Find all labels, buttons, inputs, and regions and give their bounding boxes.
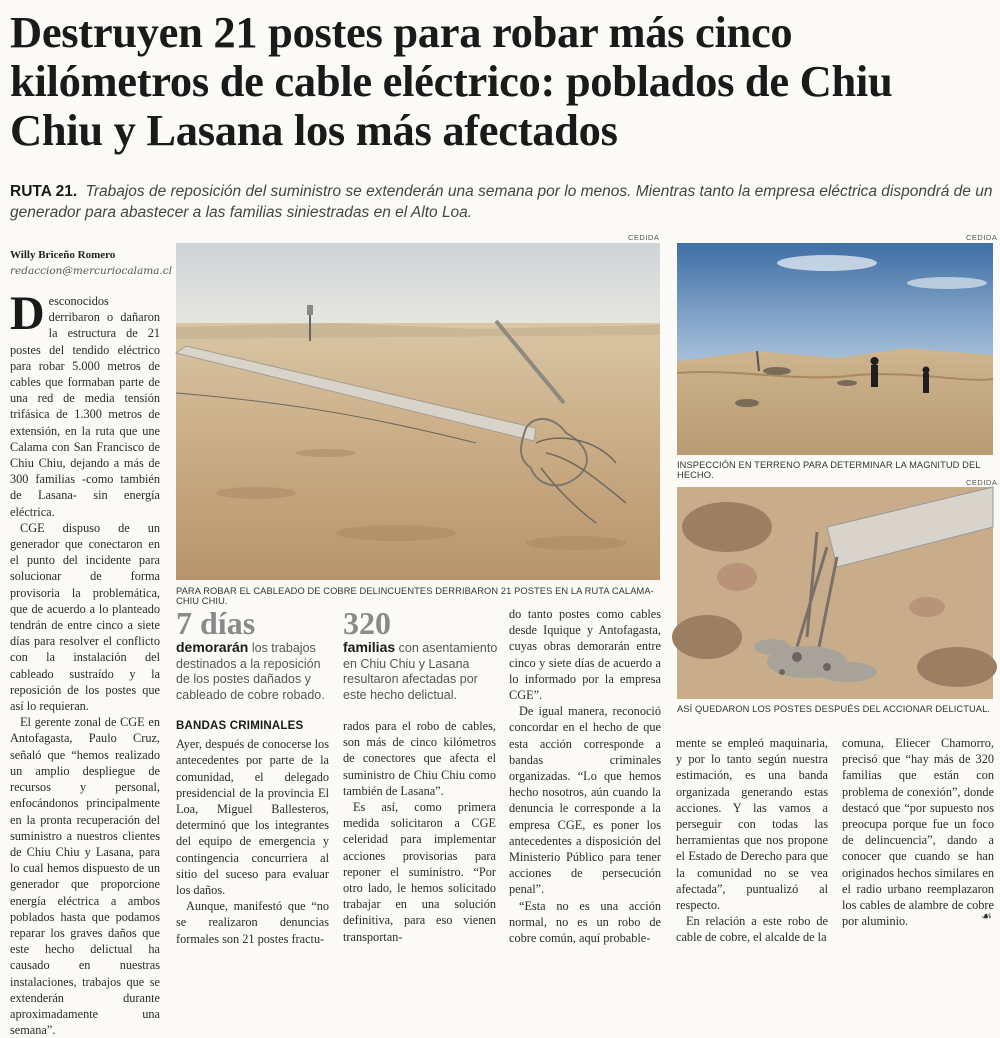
byline-author: Willy Briceño Romero bbox=[10, 249, 116, 261]
photo-credit-top-right: CEDIDA bbox=[966, 233, 998, 242]
photo-caption-main: PARA ROBAR EL CABLEADO DE COBRE DELINCUENTES DERRIBARON 21 POSTES EN LA RUTA CALAMA-CHIU CHIU. bbox=[176, 586, 654, 606]
body-paragraph: En relación a este robo de cable de cobre, el alcalde de la bbox=[676, 914, 828, 945]
body-paragraph: “Esta no es una acción normal, no es un robo de cobre común, aquí probable- bbox=[509, 898, 661, 946]
body-paragraph: Desconocidos derribaron o dañaron la estructura de 21 postes del tendido eléctrico para robar 5.000 metros de cables que formaban parte de una red de media tensión trifásica de 1.300 metros de extensión, en la ruta que une Calama con San Francisco de Chiu Chiu, dejando a más de 300 familias -como también de Lasana- sin energía eléctrica. bbox=[10, 287, 160, 519]
stat-lead-families: familias bbox=[343, 639, 396, 655]
body-paragraph: mente se empleó maquinaria, y por lo tanto según nuestra estimación, es una banda organizada generando estas acciones. Y las vamos a perseguir con todas las herramientas que nos propone el Estado de Derecho para que la comunidad no se vea afectada”, puntualizó al respecto. bbox=[676, 736, 828, 913]
end-of-article-mark: ☙ bbox=[981, 909, 992, 923]
stat-lead-days: demorarán bbox=[176, 639, 249, 655]
stat-number-families: 320 bbox=[343, 605, 391, 641]
body-paragraph: comuna, Eliecer Chamorro, precisó que “hay más de 320 familias que están con problema de conexión”, donde destacó que “por supuesto nos preocupa porque fue un foco de delincuencia”, dando a conocer que cuando se han originados hechos similares en el radio urbano reemplazaron los cables de alambre de cobre por aluminio. bbox=[842, 736, 994, 929]
body-paragraph: De igual manera, reconoció concordar en el hecho de que esta acción corresponde a bandas criminales organizadas. “Lo que hemos hecho nosotros, aún cuando la denuncia le corresponde a la empresa CGE, es poner los antecedentes a disposición del Ministerio Público para tener acciones de persecución penal”. bbox=[509, 704, 661, 897]
stat-text-days: los trabajos destinados a la reposición de los postes dañados y cableado de cobre robado. bbox=[176, 641, 325, 702]
stat-box-families bbox=[343, 606, 498, 703]
main-photo-fallen-pole bbox=[176, 243, 660, 580]
body-column-5 bbox=[676, 735, 828, 946]
subhead-criminal-gangs: BANDAS CRIMINALES bbox=[176, 720, 304, 732]
stat-text-families: con asentamiento en Chiu Chiu y Lasana resultaron afectadas por este hecho delictual. bbox=[343, 641, 498, 702]
bottom-right-photo-image bbox=[677, 487, 993, 699]
body-paragraph: Aunque, manifestó que “no se realizaron denuncias formales son 21 postes fractu- bbox=[176, 899, 329, 946]
body-paragraph: rados para el robo de cables, son más de cinco kilómetros de conectores que afecta el suministro de Chiu Chiu como también de Lasana”. bbox=[343, 719, 496, 798]
body-paragraph: El gerente zonal de CGE en Antofagasta, Paulo Cruz, señaló que “hemos realizado un amplio despliegue de recursos y personal, enfocándonos principalmente en la pronta recuperación del suministro a nuestros clientes de Chiu Chiu y Lasana, para lo cual hemos dispuesto de un generador que proporcione energía eléctrica a ambos poblados hasta que podamos reparar los graves daños que este hecho delictual ha causado en nuestras instalaciones, trabajos que se extenderán durante aproximadamente una semana”. bbox=[10, 715, 160, 1038]
top-right-photo-image bbox=[677, 243, 993, 455]
body-paragraph: Ayer, después de conocerse los antecedentes por parte de la comunidad, el delegado presidencial de la provincia El Loa, Miguel Ballesteros, determinó que los integrantes del equipo de emergencia y contingencia concurriera al sitio del suceso para evaluar los daños. bbox=[176, 737, 329, 898]
main-photo-image bbox=[176, 243, 660, 580]
photo-credit-main: CEDIDA bbox=[628, 233, 660, 242]
headline: Destruyen 21 postes para robar más cinco kilómetros de cable eléctrico: poblados de Chiu Chiu y Lasana los más afectados bbox=[10, 7, 893, 155]
photo-caption-bottom-right: ASÍ QUEDARON LOS POSTES DESPUÉS DEL ACCIONAR DELICTUAL. bbox=[677, 704, 991, 714]
deck-kicker: RUTA 21. bbox=[10, 183, 78, 200]
body-paragraph: do tanto postes como cables desde Iquique y Antofagasta, cuyas obras demorarán entre cinco y siete días de acuerdo a lo informado por la empresa CGE”. bbox=[509, 607, 661, 703]
byline-email[interactable]: redaccion@mercuriocalama.cl bbox=[10, 265, 173, 277]
stat-number-days: 7 días bbox=[176, 605, 256, 641]
drop-cap: D bbox=[10, 287, 45, 340]
photo-caption-top-right: INSPECCIÓN EN TERRENO PARA DETERMINAR LA MAGNITUD DEL HECHO. bbox=[677, 460, 981, 480]
top-right-photo-inspection bbox=[677, 243, 993, 455]
photo-credit-bottom-right: CEDIDA bbox=[966, 478, 998, 487]
body-column-1 bbox=[10, 287, 160, 1038]
deck bbox=[10, 181, 995, 223]
body-paragraph: Es así, como primera medida solicitaron a CGE celeridad para implementar acciones provisorias para reponer el suministro. “Por otro lado, le hemos solicitado trabajar en una solución definitiva, para eso vienen transportan- bbox=[343, 800, 496, 944]
body-paragraph: CGE dispuso de un generador que conectaron en el punto del incidente para solucionar de forma provisoria la problemática, que de acuerdo a lo planteado tendrán de entre cinco a siete días para resolver el conflicto con la instalación del cableado sustraído y la reposición de los postes que así lo requieran. bbox=[10, 520, 160, 714]
deck-text: Trabajos de reposición del suministro se extenderán una semana por lo menos. Mientras tanto la empresa eléctrica dispondrá de un generador para abastecer a las familias siniestradas en el Alto Loa. bbox=[10, 183, 993, 221]
stat-box-days bbox=[176, 606, 336, 703]
body-column-4 bbox=[509, 606, 661, 946]
byline bbox=[10, 247, 173, 279]
body-column-6 bbox=[842, 735, 994, 929]
bottom-right-photo-damaged-pole bbox=[677, 487, 993, 699]
body-column-3 bbox=[343, 718, 496, 945]
body-column-2 bbox=[176, 718, 329, 947]
